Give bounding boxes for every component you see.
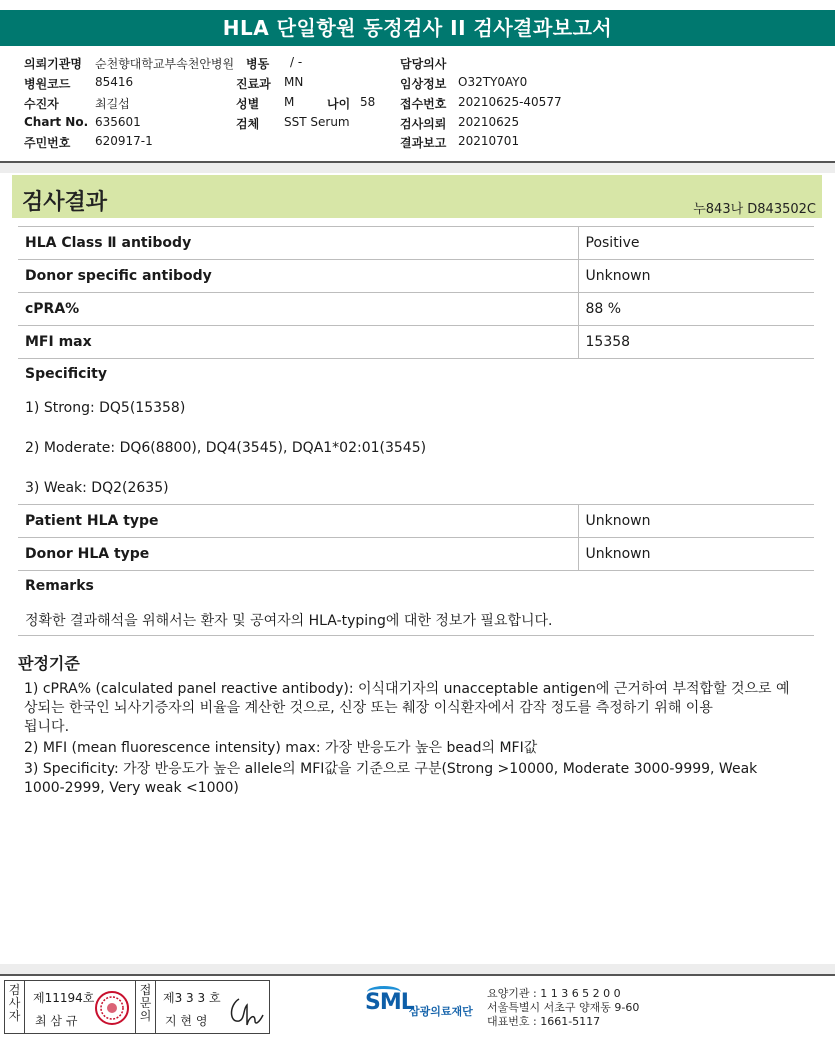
specialist-name: 지 현 영 — [165, 1014, 208, 1028]
clinical-info-label: 임상정보 — [400, 77, 447, 91]
criteria-item-3-cont: 1000-2999, Very weak <1000) — [24, 780, 239, 796]
result-section-header — [12, 175, 822, 218]
hospital-code-label: 병원코드 — [24, 77, 71, 91]
row-label: Donor specific antibody — [18, 260, 578, 293]
sex-label: 성별 — [236, 97, 260, 111]
tester-name: 최 삼 규 — [35, 1014, 78, 1028]
resident-no-value: 620917-1 — [95, 134, 153, 148]
specificity-title: Specificity — [25, 366, 107, 382]
table-row — [18, 538, 814, 571]
report-title: HLA 단일항원 동정검사 II 검사결과보고서 — [0, 10, 835, 46]
result-table-bottom — [18, 504, 814, 571]
clinical-info-value: O32TY0AY0 — [458, 75, 528, 89]
request-date-value: 20210625 — [458, 115, 520, 129]
age-label: 나이 — [327, 97, 351, 111]
criteria-item-2: 2) MFI (mean fluorescence intensity) max: 가장 반응도가 높은 bead의 MFI값 — [24, 740, 538, 756]
header-band — [0, 163, 835, 173]
department-value: MN — [284, 75, 304, 89]
specialist-label: 접문의 — [136, 981, 156, 1033]
footer-band — [0, 964, 835, 974]
chart-no-label: Chart No. — [24, 115, 89, 129]
row-value: Positive — [578, 227, 814, 260]
row-label: cPRA% — [18, 293, 578, 326]
resident-no-label: 주민번호 — [24, 136, 71, 150]
table-row — [18, 260, 814, 293]
signature-icon — [225, 987, 267, 1029]
physician-label: 담당의사 — [400, 57, 447, 71]
row-label: Donor HLA type — [18, 538, 578, 571]
report-date-value: 20210701 — [458, 134, 520, 148]
sex-value: M — [284, 95, 295, 109]
receipt-no-label: 접수번호 — [400, 97, 447, 111]
age-value: 58 — [360, 95, 376, 109]
criteria-item-1-cont: 상되는 한국인 뇌사기증자의 비율을 계산한 것으로, 신장 또는 췌장 이식환자에서 감작 정도를 측정하기 위해 이용 — [24, 700, 713, 716]
row-label: Patient HLA type — [18, 505, 578, 538]
table-row — [18, 227, 814, 260]
row-value: Unknown — [578, 538, 814, 571]
table-row — [18, 505, 814, 538]
patient-info-block — [0, 53, 835, 159]
department-label: 진료과 — [236, 77, 271, 91]
row-value: Unknown — [578, 505, 814, 538]
table-row — [18, 293, 814, 326]
signature-box — [4, 980, 270, 1034]
institution-street: 서울특별시 서초구 양재동 9-60 — [487, 1001, 640, 1014]
institution-address — [487, 987, 639, 1029]
result-heading: 검사결과 — [22, 190, 108, 215]
request-date-label: 검사의뢰 — [400, 117, 447, 131]
criteria-item-3: 3) Specificity: 가장 반응도가 높은 allele의 MFI값을 기준으로 구분(Strong >10000, Moderate 3000-9999, Weak — [24, 761, 758, 777]
requester-label: 의뢰기관명 — [24, 57, 82, 71]
specificity-moderate: 2) Moderate: DQ6(8800), DQ4(3545), DQA1*02:01(3545) — [25, 440, 427, 456]
row-value: Unknown — [578, 260, 814, 293]
row-label: MFI max — [18, 326, 578, 359]
tester-label: 검사자 — [5, 981, 25, 1033]
report-date-label: 결과보고 — [400, 136, 447, 150]
remarks-text: 정확한 결과해석을 위해서는 환자 및 공여자의 HLA-typing에 대한 정보가 필요합니다. — [25, 613, 553, 629]
result-code: 누843나 D843502C — [693, 202, 816, 217]
institution-code: 요양기관 : 1 1 3 6 5 2 0 0 — [487, 987, 621, 1000]
specificity-strong: 1) Strong: DQ5(15358) — [25, 400, 186, 416]
requester-value: 순천향대학교부속천안병원 — [95, 57, 235, 71]
institution-phone: 대표번호 : 1661-5117 — [487, 1015, 601, 1028]
row-label: HLA Class Ⅱ antibody — [18, 227, 578, 260]
hospital-code-value: 85416 — [95, 75, 134, 89]
tester-license: 제11194호 — [33, 991, 95, 1005]
specimen-label: 검체 — [236, 117, 260, 131]
receipt-no-value: 20210625-40577 — [458, 95, 562, 109]
logo-name: 삼광의료재단 — [409, 1005, 473, 1018]
row-value: 88 % — [578, 293, 814, 326]
specialist-license: 제3 3 3 호 — [163, 991, 221, 1005]
criteria-item-1: 1) cPRA% (calculated panel reactive antibody): 이식대기자의 unacceptable antigen에 근거하여 부적합할 것으로 예 — [24, 681, 790, 697]
criteria-title: 판정기준 — [18, 654, 80, 673]
specificity-weak: 3) Weak: DQ2(2635) — [25, 480, 169, 496]
remarks-divider — [18, 635, 814, 636]
patient-name-label: 수진자 — [24, 97, 59, 111]
specimen-value: SST Serum — [284, 115, 350, 129]
footer-divider — [0, 974, 835, 976]
result-table-top — [18, 226, 814, 359]
seal-icon — [93, 989, 131, 1027]
chart-no-value: 635601 — [95, 115, 141, 129]
logo-mark: SML — [365, 990, 414, 1015]
ward-value: / - — [290, 55, 303, 69]
table-row — [18, 326, 814, 359]
criteria-item-1-cont2: 됩니다. — [24, 719, 70, 735]
remarks-title: Remarks — [25, 578, 94, 594]
ward-label: 병동 — [246, 57, 270, 71]
row-value: 15358 — [578, 326, 814, 359]
sml-logo — [365, 986, 483, 1026]
patient-name-value: 최길섭 — [95, 97, 130, 111]
